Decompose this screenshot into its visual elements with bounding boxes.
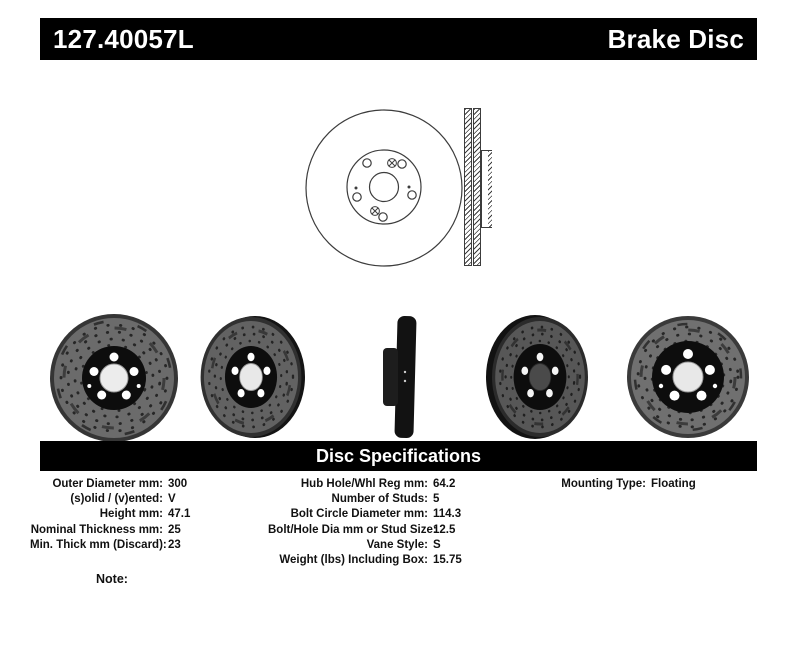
section-outer-plate bbox=[464, 108, 472, 266]
rotor-photo-edge bbox=[383, 316, 417, 438]
spec-label: Bolt/Hole Dia mm or Stud Size: bbox=[268, 523, 437, 536]
rotor-photo-angled-right bbox=[201, 316, 305, 438]
spec-label: Bolt Circle Diameter mm: bbox=[290, 508, 428, 521]
rotor-center-bore bbox=[100, 364, 128, 392]
spec-value: V bbox=[168, 493, 176, 506]
rotor-photo-front-right bbox=[616, 305, 759, 448]
spec-value: 15.75 bbox=[433, 554, 462, 567]
spec-label: Weight (lbs) Including Box: bbox=[279, 554, 428, 567]
spec-title: Disc Specifications bbox=[315, 445, 482, 466]
spec-column-right bbox=[538, 477, 696, 492]
spec-label: Vane Style: bbox=[366, 538, 428, 551]
spec-value: 47.1 bbox=[168, 508, 191, 521]
spec-value: 23 bbox=[168, 538, 181, 551]
spec-label: Height mm: bbox=[99, 508, 163, 521]
spec-value: S bbox=[433, 538, 441, 551]
vent-pin-holes bbox=[355, 186, 411, 190]
spec-value: Floating bbox=[651, 478, 696, 490]
spec-value: 25 bbox=[168, 523, 181, 536]
note-label: Note: bbox=[96, 572, 128, 586]
spec-value: 12.5 bbox=[433, 523, 456, 536]
spec-label: Number of Studs: bbox=[331, 493, 428, 506]
spec-value: 300 bbox=[168, 478, 188, 490]
spec-label: Nominal Thickness mm: bbox=[30, 523, 163, 536]
spec-label: Min. Thick mm (Discard): bbox=[30, 538, 167, 551]
disc-outer-edge bbox=[306, 110, 462, 266]
spec-value: 64.2 bbox=[433, 478, 456, 490]
spec-title-bar bbox=[40, 441, 757, 471]
spec-column-left bbox=[30, 477, 190, 553]
spec-label: Hub Hole/Whl Reg mm: bbox=[300, 478, 428, 490]
section-inner-plate bbox=[473, 108, 481, 266]
section-hat-edge bbox=[488, 151, 492, 227]
spec-label: (s)olid / (v)ented: bbox=[70, 493, 163, 506]
rotor-photo-angled-left bbox=[486, 311, 593, 443]
rotor-photo-front bbox=[39, 303, 190, 450]
header-bar bbox=[40, 18, 757, 60]
spec-label: Outer Diameter mm: bbox=[52, 478, 163, 490]
spec-value: 114.3 bbox=[433, 508, 462, 521]
center-bore bbox=[370, 173, 399, 202]
spec-value: 5 bbox=[433, 493, 440, 506]
spec-label: Mounting Type: bbox=[561, 478, 646, 490]
part-number: 127.40057L bbox=[53, 23, 194, 54]
spec-column-middle bbox=[268, 477, 462, 568]
section-mark-holes bbox=[371, 159, 397, 216]
product-name: Brake Disc bbox=[607, 23, 744, 54]
product-photos-row bbox=[0, 300, 800, 450]
lug-holes bbox=[353, 159, 416, 221]
